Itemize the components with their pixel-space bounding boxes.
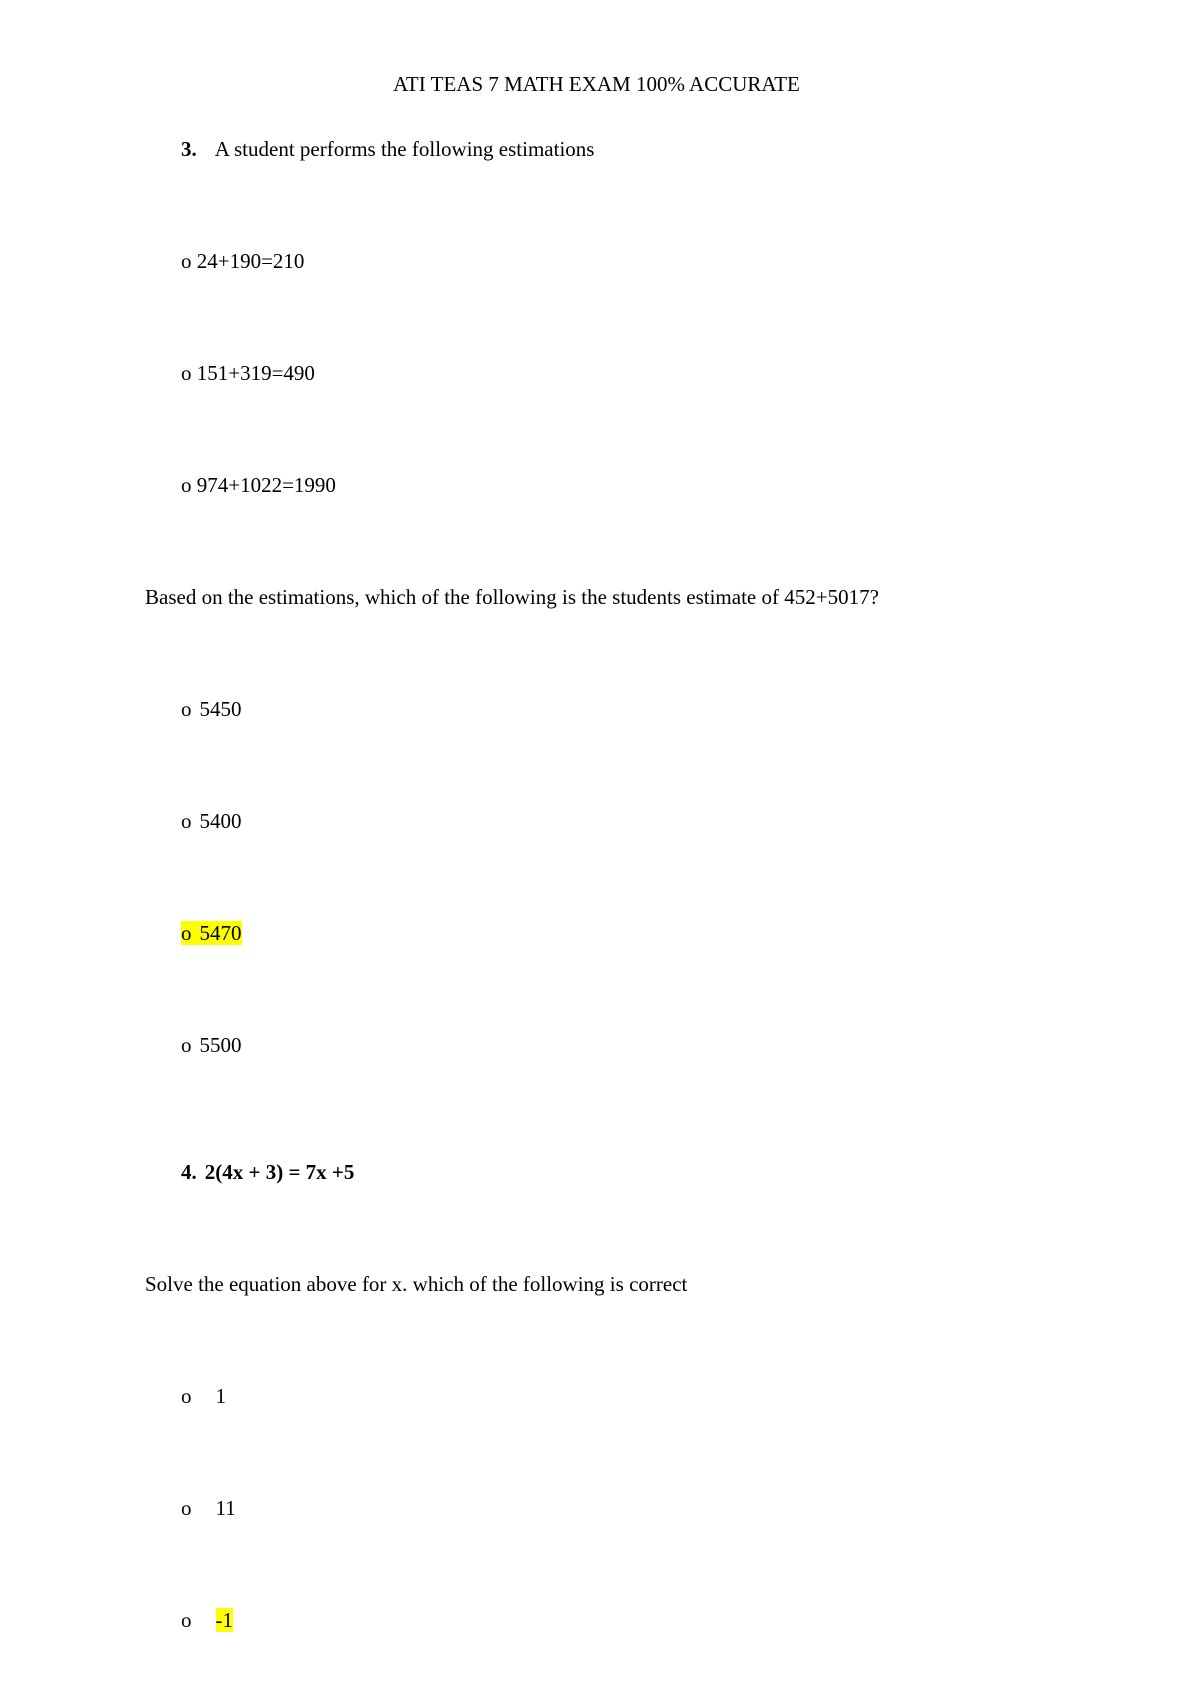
question-number: 3. [181, 137, 197, 161]
bullet-icon: o [181, 921, 192, 945]
answer-option [181, 1495, 236, 1521]
answer-option-correct [181, 1607, 233, 1633]
option-text: 5400 [199, 809, 242, 833]
question-equation: 2(4x + 3) = 7x +5 [204, 1160, 355, 1184]
bullet-icon: o [181, 473, 192, 497]
bullet-icon: o [181, 809, 192, 833]
estimation-text: 151+319=490 [196, 361, 315, 385]
question-3-heading [181, 136, 594, 162]
estimation-item [181, 472, 336, 498]
option-text: 5450 [199, 697, 242, 721]
option-text: 1 [215, 1384, 226, 1408]
highlighted-answer [181, 921, 242, 945]
question-prompt: A student performs the following estimations [214, 137, 595, 161]
bullet-icon: o [181, 1496, 192, 1520]
answer-option [181, 808, 242, 834]
option-text: 11 [215, 1496, 236, 1520]
question-4-heading [181, 1159, 354, 1185]
option-text: 5470 [199, 921, 242, 945]
highlighted-answer: -1 [215, 1608, 233, 1632]
question-4-text: Solve the equation above for x. which of the following is correct [145, 1272, 688, 1296]
bullet-icon: o [181, 361, 192, 385]
estimation-text: 24+190=210 [196, 249, 305, 273]
bullet-icon: o [181, 697, 192, 721]
estimation-item [181, 360, 315, 386]
bullet-icon: o [181, 249, 192, 273]
bullet-icon: o [181, 1384, 192, 1408]
question-3-text: Based on the estimations, which of the following is the students estimate of 452+5017? [145, 585, 879, 609]
answer-option-correct [181, 920, 242, 946]
bullet-icon: o [181, 1608, 192, 1632]
bullet-icon: o [181, 1033, 192, 1057]
question-number: 4. [181, 1160, 197, 1184]
answer-option [181, 696, 242, 722]
estimation-text: 974+1022=1990 [196, 473, 336, 497]
answer-option [181, 1383, 226, 1409]
estimation-item [181, 248, 304, 274]
option-text: 5500 [199, 1033, 242, 1057]
page-header: ATI TEAS 7 MATH EXAM 100% ACCURATE [393, 72, 800, 96]
answer-option [181, 1032, 242, 1058]
